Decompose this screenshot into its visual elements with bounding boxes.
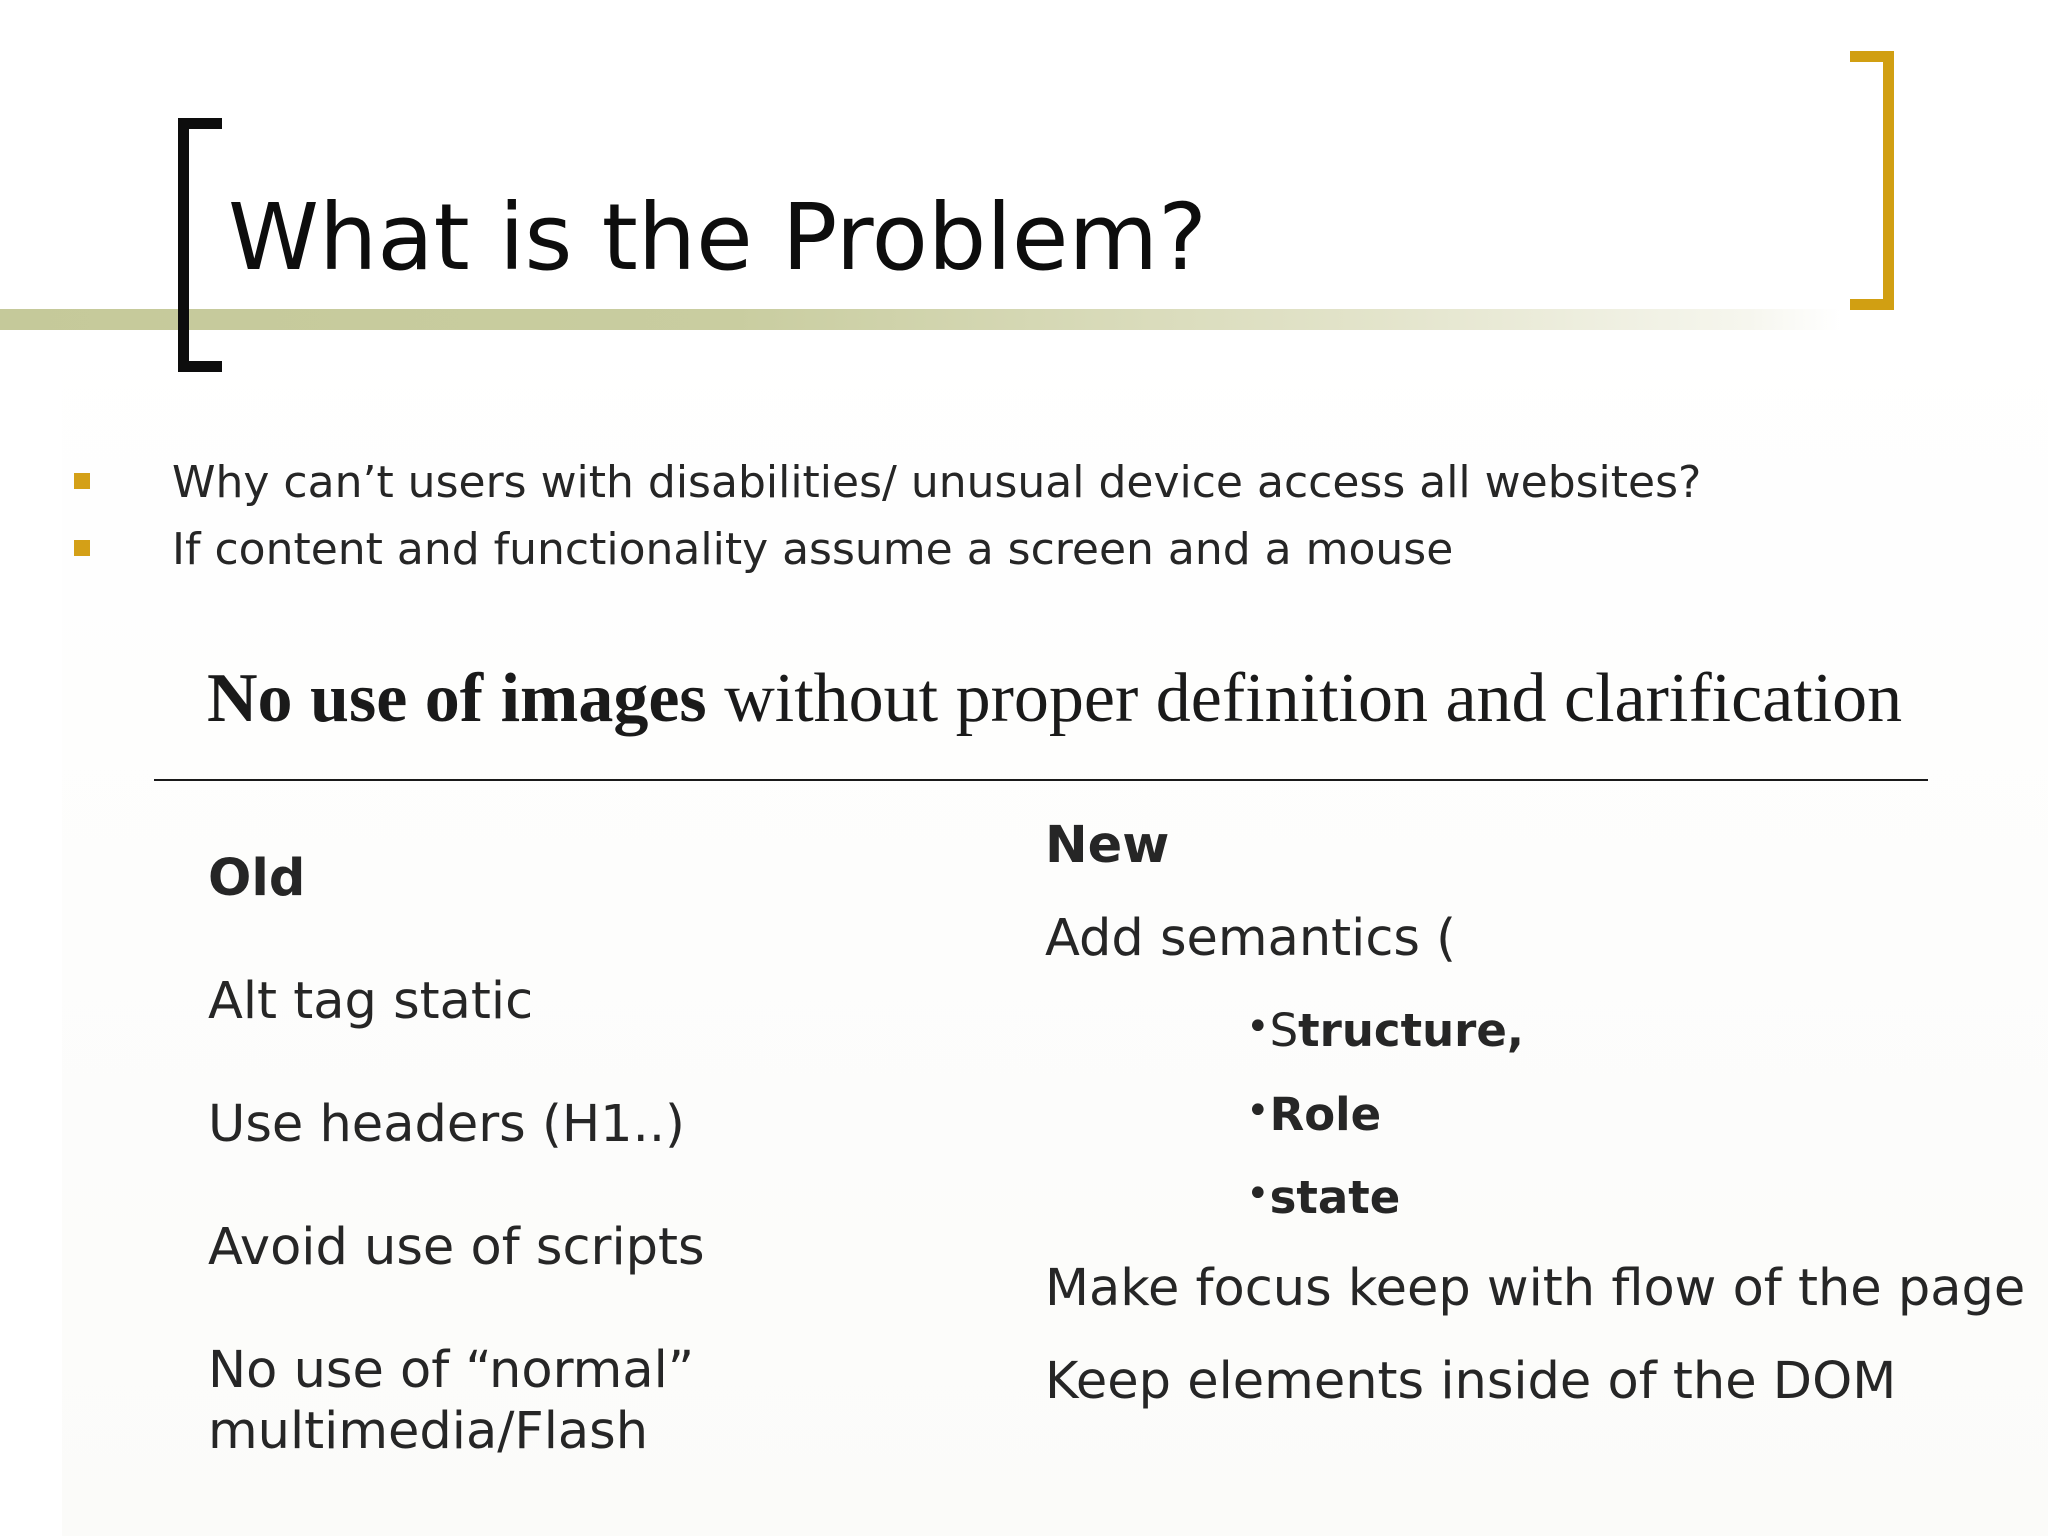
square-bullet-icon [74,473,90,489]
bullet-list [0,455,1900,589]
new-item: Keep elements inside of the DOM [1045,1352,1897,1411]
old-item: Use headers (H1..) [208,1095,685,1154]
new-sub-item: •state [1246,1171,1401,1224]
new-intro: Add semantics ( [1045,909,1457,968]
slide-title: What is the Problem? [228,184,1207,291]
right-bracket-decoration [1850,51,1894,310]
left-bracket-decoration [178,118,222,372]
bullet-item [0,455,1900,522]
new-column-heading: New [1045,816,1170,875]
bullet-text: If content and functionality assume a screen and a mouse [172,524,1454,575]
subheading-bold-part: No use of images [207,660,707,737]
old-column-heading: Old [208,849,306,908]
horizontal-divider [154,779,1928,781]
title-underline-bar [0,309,1840,330]
new-sub-item: •Role [1246,1088,1382,1141]
new-sub-item: •Structure, [1246,1004,1524,1057]
new-item: Make focus keep with flow of the page [1045,1259,2026,1318]
section-subheading [207,660,1902,737]
bullet-text: Why can’t users with disabilities/ unusual device access all websites? [172,457,1702,508]
slide-margin [0,0,62,1536]
bullet-item [0,522,1900,589]
square-bullet-icon [74,540,90,556]
old-item: Alt tag static [208,972,534,1031]
old-item: multimedia/Flash [208,1402,649,1461]
subheading-rest: without proper definition and clarification [706,660,1903,737]
old-item: No use of “normal” [208,1341,695,1400]
old-item: Avoid use of scripts [208,1218,705,1277]
